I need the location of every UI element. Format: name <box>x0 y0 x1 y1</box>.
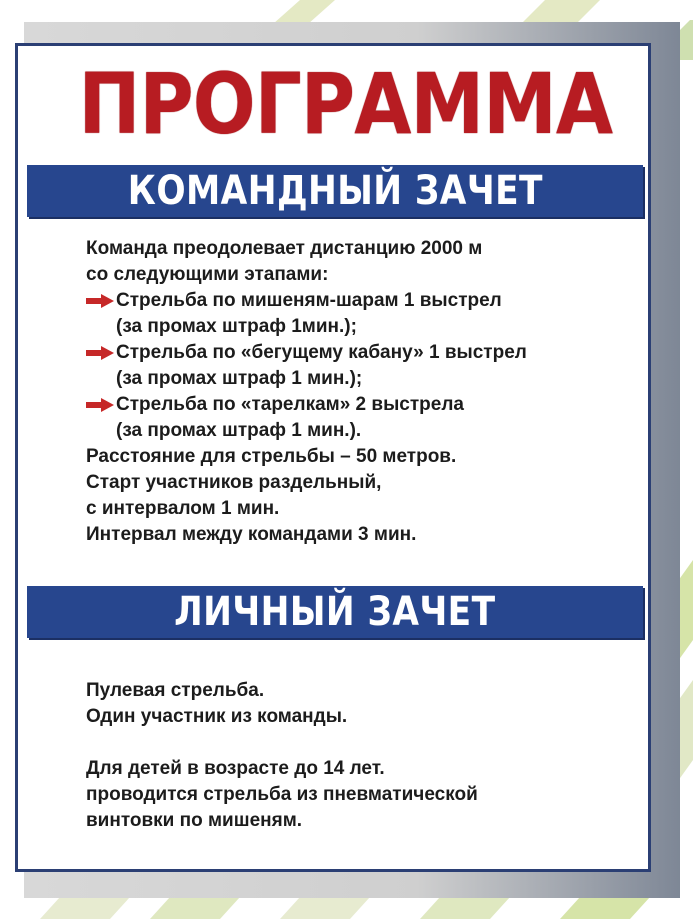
stage-item-2 <box>86 340 527 366</box>
personal-section-body <box>86 678 478 834</box>
stage-2-text: Стрельба по «бегущему кабану» 1 выстрел <box>116 342 527 363</box>
stage-3-text: Стрельба по «тарелкам» 2 выстрела <box>116 394 464 415</box>
team-outro-line-3: с интервалом 1 мин. <box>86 498 280 519</box>
team-intro-line-1: Команда преодолевает дистанцию 2000 м <box>86 238 483 259</box>
personal-p1-line-1: Пулевая стрельба. <box>86 680 265 701</box>
personal-p1-line-2: Один участник из команды. <box>86 706 348 727</box>
arrow-right-icon <box>86 398 114 412</box>
personal-p2-line-1: Для детей в возрасте до 14 лет. <box>86 758 385 779</box>
team-outro-line-1: Расстояние для стрельбы – 50 метров. <box>86 446 457 467</box>
stage-1-text: Стрельба по мишеням-шарам 1 выстрел <box>116 290 502 311</box>
team-section-body <box>86 236 527 548</box>
stage-item-3 <box>86 392 527 418</box>
stage-2-note: (за промах штраф 1 мин.); <box>116 368 363 389</box>
team-outro-line-2: Старт участников раздельный, <box>86 472 382 493</box>
team-intro-line-2: со следующими этапами: <box>86 264 329 285</box>
personal-p2-line-2: проводится стрельба из пневматической <box>86 784 478 805</box>
stage-1-note: (за промах штраф 1мин.); <box>116 316 357 337</box>
poster-title: ПРОГРАММА <box>78 55 613 153</box>
personal-p2-line-3: винтовки по мишеням. <box>86 810 303 831</box>
paragraph-gap <box>86 730 478 756</box>
team-section-heading-band <box>27 165 643 217</box>
arrow-right-icon <box>86 294 114 308</box>
stage-item-1 <box>86 288 527 314</box>
personal-section-heading: ЛИЧНЫЙ ЗАЧЕТ <box>174 589 496 635</box>
personal-section-heading-band <box>27 586 643 638</box>
team-section-heading: КОМАНДНЫЙ ЗАЧЕТ <box>127 168 543 214</box>
arrow-right-icon <box>86 346 114 360</box>
stage-3-note: (за промах штраф 1 мин.). <box>116 420 362 441</box>
team-outro-line-4: Интервал между командами 3 мин. <box>86 524 417 545</box>
